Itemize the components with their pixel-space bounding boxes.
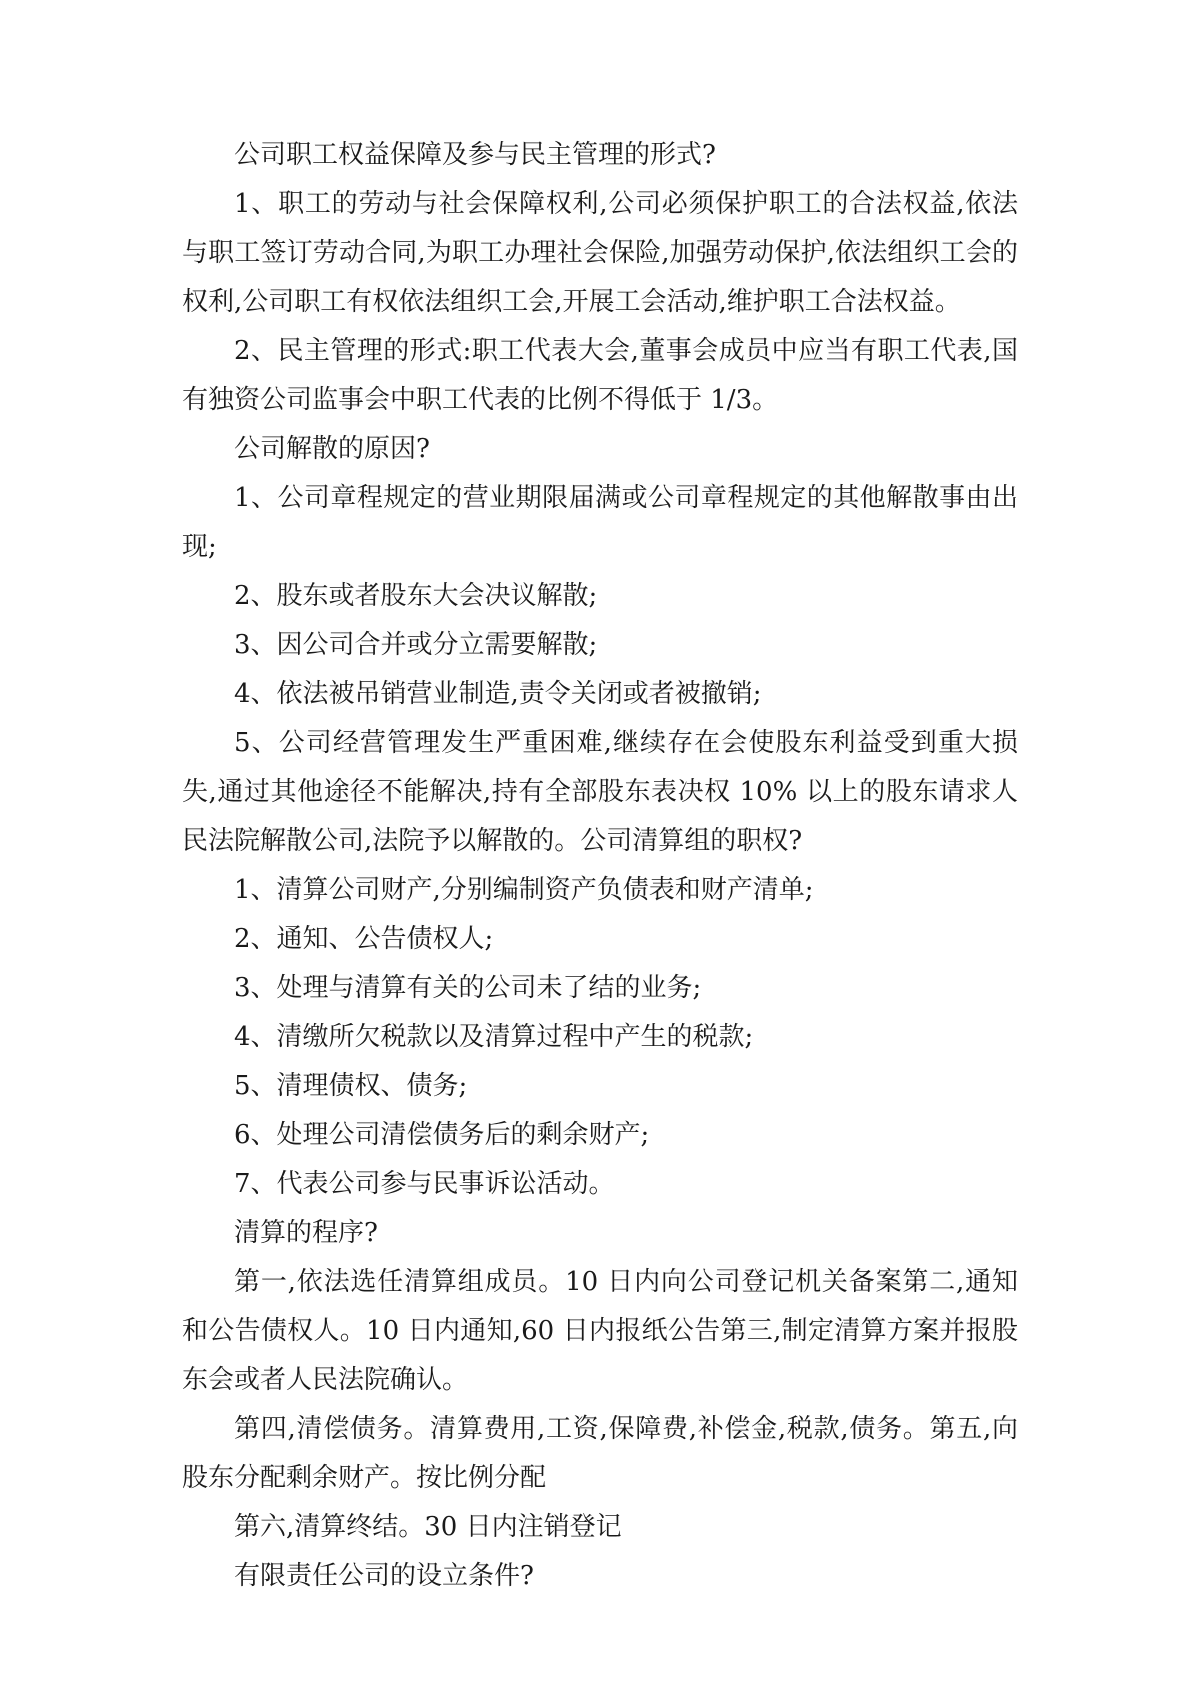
list-item: 2、通知、公告债权人; [234, 924, 494, 954]
list-item: 5、公司经营管理发生严重困难,继续存在会使股东利益受到重大损失,通过其他途径不能解决,持有全部股东表决权 10% 以上的股东请求人民法院解散公司,法院予以解散的。公司清算组的职权? [182, 728, 1018, 856]
paragraph: 第六,清算终结。30 日内注销登记 [234, 1512, 622, 1542]
list-item: 3、处理与清算有关的公司未了结的业务; [234, 973, 702, 1003]
list-item: 3、因公司合并或分立需要解散; [234, 630, 598, 660]
question-heading: 公司解散的原因? [234, 434, 430, 464]
paragraph: 1、职工的劳动与社会保障权利,公司必须保护职工的合法权益,依法与职工签订劳动合同,为职工办理社会保险,加强劳动保护,依法组织工会的权利,公司职工有权依法组织工会,开展工会活动,维护职工合法权益。 [182, 189, 1018, 317]
list-item: 7、代表公司参与民事诉讼活动。 [234, 1169, 615, 1199]
paragraph: 2、民主管理的形式:职工代表大会,董事会成员中应当有职工代表,国有独资公司监事会中职工代表的比例不得低于 1/3。 [182, 336, 1018, 415]
list-item: 1、清算公司财产,分别编制资产负债表和财产清单; [234, 875, 814, 905]
question-heading: 清算的程序? [234, 1218, 378, 1248]
list-item: 4、清缴所欠税款以及清算过程中产生的税款; [234, 1022, 754, 1052]
question-heading: 公司职工权益保障及参与民主管理的形式? [234, 140, 716, 170]
list-item: 1、公司章程规定的营业期限届满或公司章程规定的其他解散事由出现; [182, 483, 1018, 562]
list-item: 2、股东或者股东大会决议解散; [234, 581, 598, 611]
question-heading: 有限责任公司的设立条件? [234, 1561, 534, 1591]
paragraph: 第一,依法选任清算组成员。10 日内向公司登记机关备案第二,通知和公告债权人。10 日内通知,60 日内报纸公告第三,制定清算方案并报股东会或者人民法院确认。 [182, 1267, 1018, 1395]
list-item: 4、依法被吊销营业制造,责令关闭或者被撤销; [234, 679, 762, 709]
paragraph: 第四,清偿债务。清算费用,工资,保障费,补偿金,税款,债务。第五,向股东分配剩余财产。按比例分配 [182, 1414, 1018, 1493]
list-item: 5、清理债权、债务; [234, 1071, 468, 1101]
document-body [182, 131, 1018, 1601]
list-item: 6、处理公司清偿债务后的剩余财产; [234, 1120, 650, 1150]
